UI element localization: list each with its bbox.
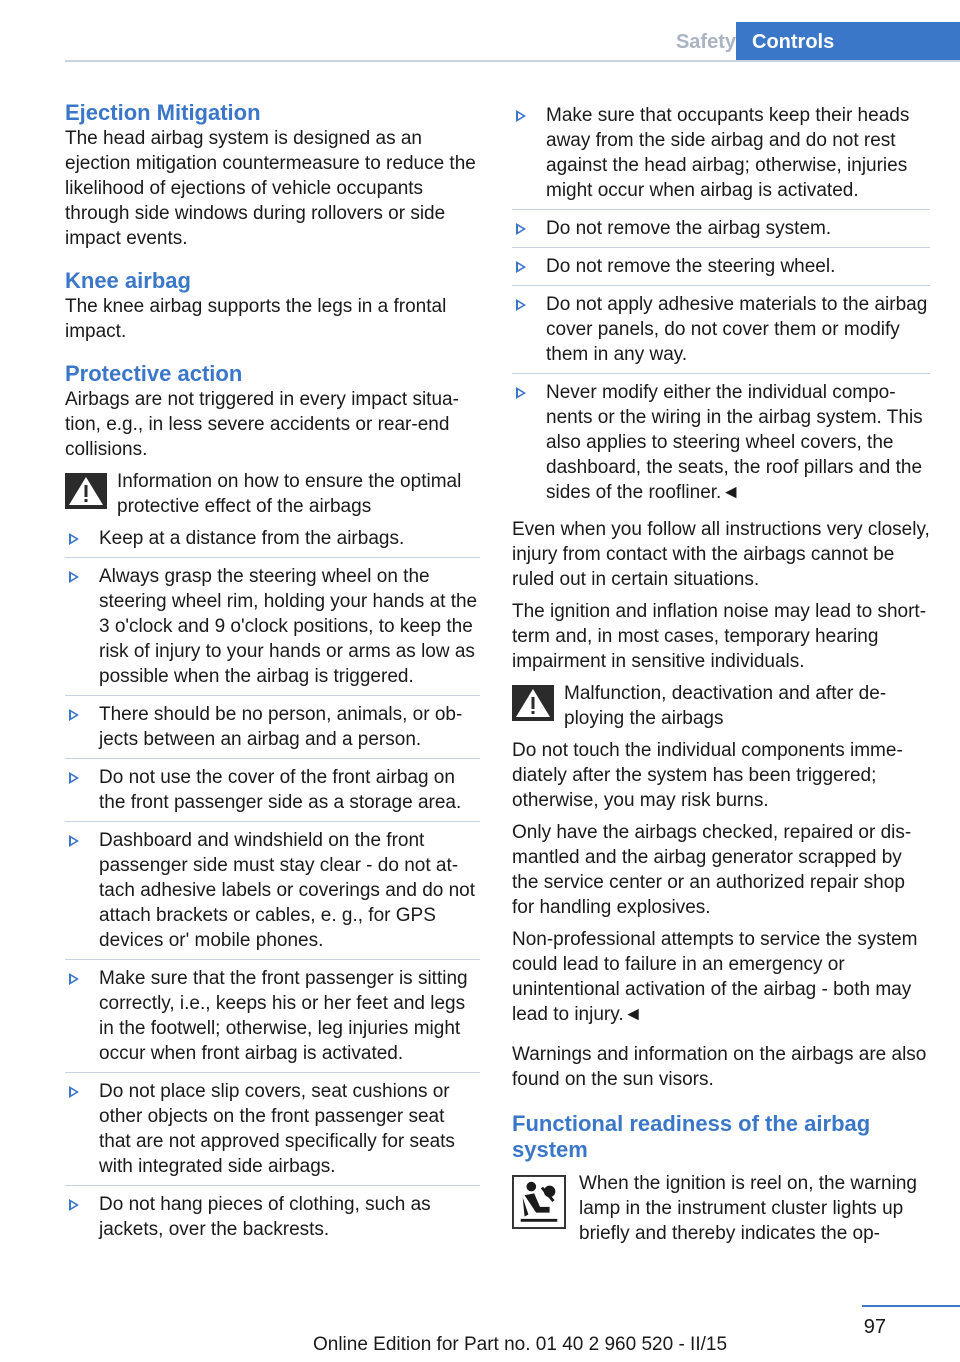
list-item: There should be no person, animals, or objects between an airbag and a person. — [65, 702, 480, 759]
bullet-arrow-icon — [69, 533, 79, 545]
page-number: 97 — [863, 1316, 886, 1338]
warning-triangle-icon — [512, 685, 554, 721]
bullet-arrow-icon — [69, 709, 79, 721]
protective-action-text: Airbags are not triggered in every impact situation, e.g., in less severe accidents or rear-end collisions. — [65, 389, 459, 460]
list-item: Make sure that occupants keep their heads away from the side airbag and do not rest against the head airbag; otherwise, injuries might occur when airbag is activated. — [512, 103, 930, 210]
section-tab-safety[interactable]: Safety — [675, 31, 736, 53]
paragraph-burns: Do not touch the individual components immediately after the system has been triggered; otherwise, you may risk burns. — [512, 740, 903, 811]
paragraph-injury-note: Even when you follow all instructions very closely, injury from contact with the airbags cannot be ruled out in certain situations. — [512, 519, 930, 590]
page-header — [0, 0, 960, 62]
knee-airbag-text: The knee airbag supports the legs in a frontal impact. — [65, 296, 447, 342]
bullet-arrow-icon — [69, 835, 79, 847]
list-item: Dashboard and windshield on the front passenger side must stay clear - do not attach adhesive labels or coverings and do not attach brackets or cables, e. g., for GPS devices or' mobile phones. — [65, 828, 480, 960]
bullet-arrow-icon — [69, 772, 79, 784]
list-item: Do not remove the airbag system. — [512, 216, 930, 248]
bullet-arrow-icon — [516, 299, 526, 311]
paragraph-non-professional: Non-professional attempts to service the system could lead to failure in an emergency or unintentional activation of the airbag - both may lead to injury.◄ — [512, 929, 918, 1025]
right-column — [512, 103, 930, 1246]
bullet-arrow-icon — [516, 223, 526, 235]
warning-note-protective — [65, 469, 480, 519]
knee-airbag-heading: Knee airbag — [65, 268, 191, 293]
protective-action-heading: Protective action — [65, 361, 243, 386]
airbag-bullet-list — [512, 103, 930, 511]
warning-triangle-icon — [65, 473, 107, 509]
paragraph-sun-visors: Warnings and information on the airbags are also found on the sun visors. — [512, 1044, 927, 1090]
readiness-text: When the ignition is reel on, the warning lamp in the instrument cluster lights up briefly and thereby indicates the op- — [579, 1173, 917, 1244]
bullet-arrow-icon — [516, 387, 526, 399]
edition-text: Online Edition for Part no. 01 40 2 960 520 - II/15 — [312, 1334, 728, 1355]
warning-note-text: Malfunction, deactivation and after deploying the airbags — [564, 683, 887, 729]
ejection-mitigation-text: The head airbag system is designed as an ejection mitigation countermeasure to reduce the likelihood of ejections of vehicle occupants through side windows during rollovers or side impact events. — [65, 128, 476, 249]
protective-bullet-list — [65, 526, 480, 1248]
warning-note-text: Information on how to ensure the optimal protective effect of the airbags — [117, 471, 462, 517]
functional-readiness-heading: Functional readiness of the airbag system — [512, 1111, 871, 1162]
bullet-arrow-icon — [69, 1086, 79, 1098]
bullet-arrow-icon — [69, 1199, 79, 1211]
list-item: Do not place slip covers, seat cushions or other objects on the front passenger seat that are not approved specifically for seats with integrated side airbags. — [65, 1079, 480, 1186]
bullet-arrow-icon — [516, 261, 526, 273]
list-item: Do not use the cover of the front airbag on the front passenger side as a storage area. — [65, 765, 480, 822]
list-item: Do not apply adhesive materials to the airbag cover panels, do not cover them or modify them in any way. — [512, 292, 930, 374]
list-item: Never modify either the individual components or the wiring in the airbag system. This also applies to steering wheel covers, the dashboard, the seats, the roof pillars and the sides of the roofliner.◄ — [512, 380, 930, 511]
airbag-warning-lamp-icon — [512, 1175, 566, 1229]
section-tab-controls[interactable]: Controls — [736, 22, 960, 62]
list-item: Always grasp the steering wheel on the steering wheel rim, holding your hands at the 3 o'clock and 9 o'clock positions, to keep the risk of injury to your hands or arms as low as possible when the airbag is triggered. — [65, 564, 480, 696]
bullet-arrow-icon — [516, 110, 526, 122]
bullet-arrow-icon — [69, 571, 79, 583]
paragraph-noise-note: The ignition and inflation noise may lead to short-term and, in most cases, temporary hearing impairment in sensitive individuals. — [512, 601, 927, 672]
list-item: Do not remove the steering wheel. — [512, 254, 930, 286]
footer-rule — [862, 1305, 960, 1307]
list-item: Make sure that the front passenger is sitting correctly, i.e., keeps his or her feet and legs in the footwell; otherwise, leg injuries might occur when front airbag is activated. — [65, 966, 480, 1073]
ejection-mitigation-heading: Ejection Mitigation — [65, 100, 261, 125]
list-item: Keep at a distance from the airbags. — [65, 526, 480, 558]
warning-note-malfunction — [512, 681, 930, 731]
header-rule — [65, 60, 960, 62]
left-column — [65, 100, 480, 1254]
bullet-arrow-icon — [69, 973, 79, 985]
paragraph-service: Only have the airbags checked, repaired or dismantled and the airbag generator scrapped by the service center or an authorized repair shop for handling explosives. — [512, 822, 912, 918]
list-item: Do not hang pieces of clothing, such as jackets, over the backrests. — [65, 1192, 480, 1248]
readiness-note — [512, 1171, 930, 1246]
